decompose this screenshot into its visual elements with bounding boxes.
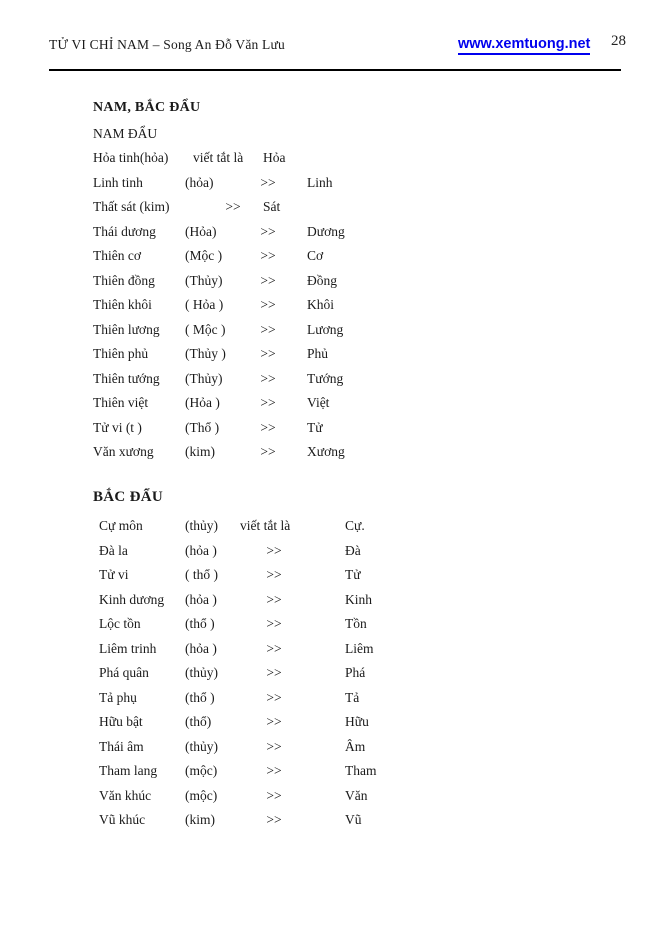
star-name: Thiên lương — [93, 321, 160, 337]
star-row — [99, 637, 519, 662]
star-element: (mộc) — [185, 763, 218, 778]
star-name: Thiên cơ — [93, 248, 141, 263]
abbreviation-connector: >> — [260, 248, 276, 263]
star-row — [93, 416, 513, 441]
star-name: Thất sát (kim) — [93, 199, 170, 214]
star-name: Tham lang — [99, 763, 158, 778]
star-name: Tử vi — [99, 567, 129, 582]
star-element: (thổ) — [185, 714, 212, 729]
star-row — [99, 710, 519, 735]
abbreviation-connector: >> — [260, 444, 276, 459]
star-abbreviation: Dương — [307, 223, 345, 239]
section-heading-bac-dau: BẮC ĐẨU — [93, 489, 164, 505]
star-abbreviation: Hỏa — [263, 150, 286, 165]
star-row — [99, 735, 519, 760]
star-element: (mộc) — [185, 787, 218, 803]
star-element: (hỏa ) — [185, 640, 217, 656]
star-element: (thủy) — [185, 665, 218, 680]
abbreviation-connector: >> — [260, 321, 276, 337]
star-row — [93, 367, 513, 392]
star-row — [99, 759, 519, 784]
star-name: Tả phụ — [99, 689, 137, 705]
star-abbreviation: Tham — [345, 763, 377, 778]
abbreviation-connector: >> — [260, 370, 276, 386]
star-element: (Thủy) — [185, 370, 223, 386]
abbreviation-connector: >> — [260, 419, 276, 435]
star-element: (thủy) — [185, 738, 218, 754]
star-name: Liêm trinh — [99, 640, 157, 656]
star-abbreviation: Cự. — [345, 518, 365, 533]
star-abbreviation: Khôi — [307, 297, 334, 312]
abbreviation-connector: >> — [260, 272, 276, 288]
star-element: ( Mộc ) — [185, 321, 226, 337]
star-row — [99, 808, 519, 833]
star-element: (thổ ) — [185, 616, 215, 631]
header-rule — [49, 69, 621, 71]
star-abbreviation: Xương — [307, 444, 345, 459]
star-row — [99, 514, 519, 539]
star-row — [93, 220, 513, 245]
star-element: (kim) — [185, 812, 215, 827]
star-abbreviation: Linh — [307, 174, 333, 190]
nam-dau-star-list — [93, 146, 513, 465]
star-abbreviation: Vũ — [345, 812, 362, 827]
star-element: (Hỏa ) — [185, 395, 220, 410]
abbreviation-connector: >> — [266, 616, 282, 631]
abbreviation-connector: >> — [225, 199, 241, 214]
star-row — [99, 784, 519, 809]
star-abbreviation: Âm — [345, 738, 366, 754]
abbreviation-connector: >> — [266, 812, 282, 827]
star-name: Vũ khúc — [99, 812, 146, 827]
abbreviation-connector: viết tắt là — [240, 518, 291, 533]
star-abbreviation: Cơ — [307, 248, 324, 263]
abbreviation-connector: >> — [266, 738, 282, 754]
star-name: Linh tinh — [93, 174, 143, 190]
star-name: Kinh dương — [99, 591, 165, 607]
abbreviation-connector: >> — [260, 346, 276, 361]
star-name: Hữu bật — [99, 714, 143, 729]
abbreviation-connector: viết tắt là — [193, 150, 244, 165]
star-abbreviation: Sát — [263, 199, 281, 214]
star-element: (thủy) — [185, 518, 218, 533]
star-name: Văn xương — [93, 444, 154, 459]
star-name: Lộc tồn — [99, 616, 141, 631]
star-name: Thiên đồng — [93, 272, 155, 288]
star-name: Thiên tướng — [93, 370, 160, 386]
star-row — [99, 588, 519, 613]
star-name: Thái âm — [99, 738, 144, 754]
star-name: Thiên việt — [93, 395, 149, 410]
abbreviation-connector: >> — [260, 174, 276, 190]
star-row — [99, 539, 519, 564]
subsection-heading-nam-dau: NAM ĐẨU — [93, 126, 158, 141]
star-abbreviation: Tồn — [345, 616, 367, 631]
star-abbreviation: Tướng — [307, 370, 344, 386]
star-row — [93, 195, 513, 220]
star-element: (Hỏa) — [185, 223, 217, 239]
star-abbreviation: Đồng — [307, 272, 337, 288]
abbreviation-connector: >> — [266, 714, 282, 729]
star-row — [93, 269, 513, 294]
star-row — [93, 171, 513, 196]
star-name: Thái dương — [93, 223, 156, 239]
star-abbreviation: Văn — [345, 787, 368, 803]
page-number: 28 — [611, 33, 626, 49]
star-element: (hỏa ) — [185, 542, 217, 558]
star-row — [93, 293, 513, 318]
star-abbreviation: Phá — [345, 665, 366, 680]
star-element: ( thổ ) — [185, 567, 218, 582]
star-row — [93, 391, 513, 416]
star-name: Hỏa tinh(hỏa) — [93, 150, 169, 165]
star-row — [99, 686, 519, 711]
star-element: (hỏa ) — [185, 591, 217, 607]
abbreviation-connector: >> — [266, 787, 282, 803]
star-row — [99, 612, 519, 637]
star-name: Thiên phủ — [93, 346, 149, 361]
star-abbreviation: Kinh — [345, 591, 372, 607]
star-name: Đà la — [99, 542, 128, 558]
star-abbreviation: Việt — [307, 395, 330, 410]
abbreviation-connector: >> — [266, 567, 282, 582]
star-row — [93, 440, 513, 465]
star-abbreviation: Liêm — [345, 640, 374, 656]
star-name: Cự môn — [99, 518, 143, 533]
star-element: (kim) — [185, 444, 215, 459]
star-row — [99, 661, 519, 686]
star-name: Tử vi (t ) — [93, 419, 142, 435]
star-element: (hỏa) — [185, 174, 214, 190]
abbreviation-connector: >> — [266, 640, 282, 656]
star-element: ( Hỏa ) — [185, 297, 224, 312]
abbreviation-connector: >> — [260, 297, 276, 312]
section-heading-nam-bac-dau: NAM, BẮC ĐẨU — [93, 100, 201, 115]
star-abbreviation: Đà — [345, 542, 361, 558]
abbreviation-connector: >> — [260, 395, 276, 410]
star-row — [93, 146, 513, 171]
website-link[interactable]: www.xemtuong.net — [458, 36, 590, 55]
abbreviation-connector: >> — [266, 689, 282, 705]
star-name: Văn khúc — [99, 787, 152, 803]
star-row — [93, 318, 513, 343]
header-title: TỬ VI CHỈ NAM – Song An Đỗ Văn Lưu — [49, 37, 285, 52]
star-element: (Thổ ) — [185, 419, 220, 435]
star-abbreviation: Tử — [307, 419, 323, 435]
abbreviation-connector: >> — [266, 665, 282, 680]
star-abbreviation: Lương — [307, 321, 344, 337]
star-element: (Mộc ) — [185, 248, 223, 263]
abbreviation-connector: >> — [260, 223, 276, 239]
star-element: (Thủy) — [185, 272, 223, 288]
abbreviation-connector: >> — [266, 591, 282, 607]
star-element: (thổ ) — [185, 689, 215, 705]
star-row — [99, 563, 519, 588]
star-element: (Thủy ) — [185, 346, 226, 361]
abbreviation-connector: >> — [266, 763, 282, 778]
star-row — [93, 244, 513, 269]
abbreviation-connector: >> — [266, 542, 282, 558]
star-row — [93, 342, 513, 367]
star-abbreviation: Tử — [345, 567, 361, 582]
bac-dau-star-list — [99, 514, 519, 833]
star-name: Phá quân — [99, 665, 149, 680]
star-name: Thiên khôi — [93, 297, 152, 312]
star-abbreviation: Tả — [345, 689, 360, 705]
star-abbreviation: Hữu — [345, 714, 369, 729]
star-abbreviation: Phủ — [307, 346, 329, 361]
